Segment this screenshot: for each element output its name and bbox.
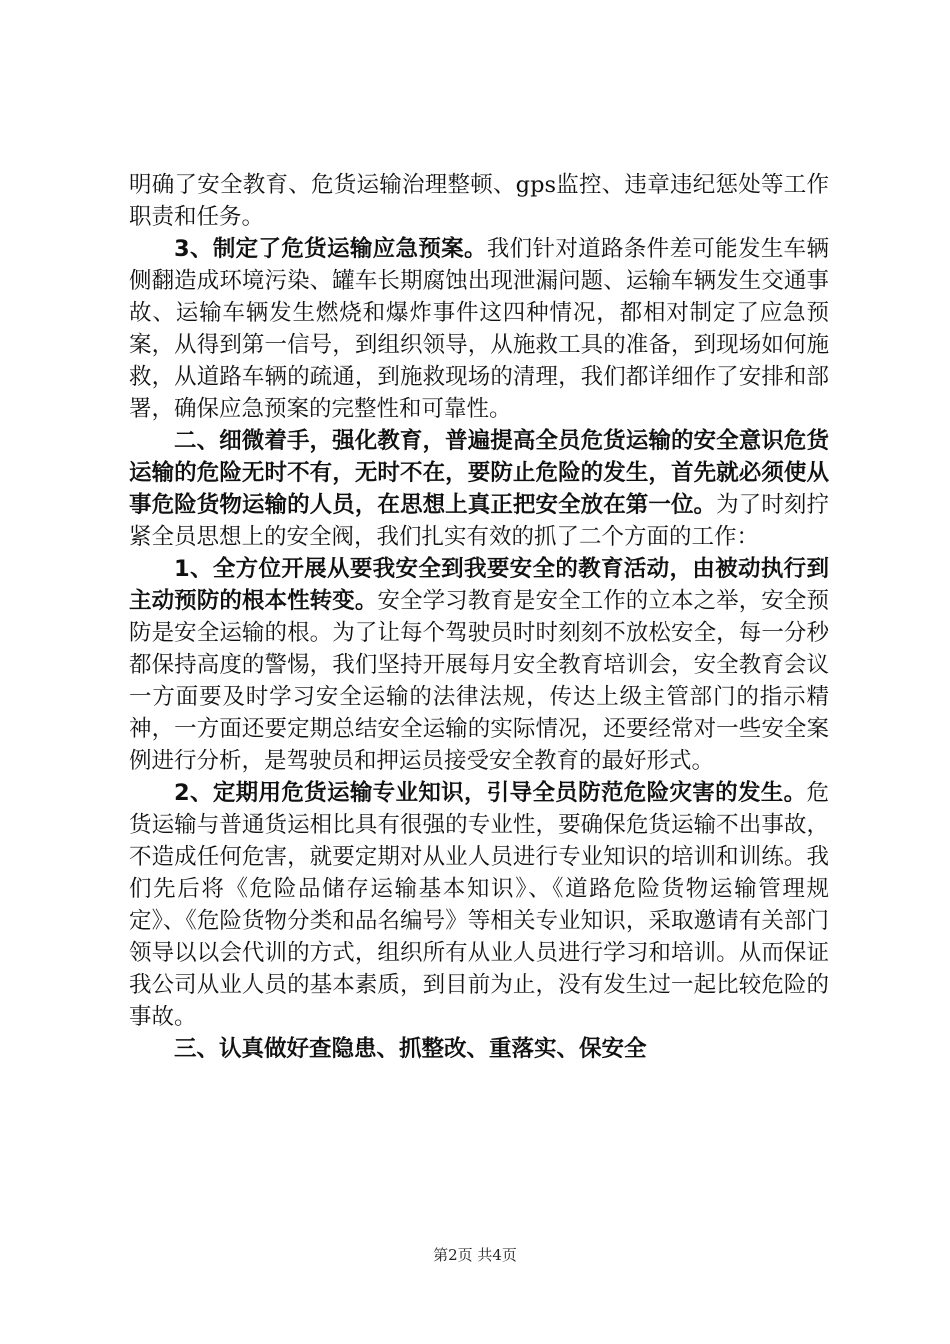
paragraph-heading: 2、定期用危货运输专业知识，引导全员防范危险灾害的发生。 <box>174 780 807 806</box>
paragraph-heading: 1、全方位开展从要我安全到我要安全的教育活动，由被动执行到主动预防的根本性转变。 <box>129 556 829 614</box>
document-body <box>129 169 829 1065</box>
paragraph-education-activity <box>129 553 829 777</box>
paragraph-section-three <box>129 1033 829 1065</box>
section-heading: 三、认真做好查隐患、抓整改、重落实、保安全 <box>174 1036 647 1062</box>
paragraph-text: 为了时刻拧紧全员思想上的安全阀，我们扎实有效的抓了二个方面的工作： <box>129 492 829 550</box>
page-number-footer: 第2页 共4页 <box>433 1246 517 1264</box>
paragraph-professional-knowledge <box>129 777 829 1033</box>
paragraph-heading: 3、制定了危货运输应急预案。 <box>174 236 487 262</box>
paragraph-continuation <box>129 169 829 233</box>
section-heading: 二、细微着手，强化教育，普遍提高全员危货运输的安全意识危货运输的危险无时不有，无时不在，要防止危险的发生，首先就必须使从事危险货物运输的人员，在思想上真正把安全放在第一位。 <box>129 428 829 518</box>
paragraph-text: 安全学习教育是安全工作的立本之举，安全预防是安全运输的根。为了让每个驾驶员时时刻刻不放松安全，每一分秒都保持高度的警惕，我们坚持开展每月安全教育培训会，安全教育会议一方面要及时学习安全运输的法律法规，传达上级主管部门的指示精神，一方面还要定期总结安全运输的实际情况，还要经常对一些安全案例进行分析，是驾驶员和押运员接受安全教育的最好形式。 <box>129 588 829 774</box>
paragraph-text: 明确了安全教育、危货运输治理整顿、gps监控、违章违纪惩处等工作职责和任务。 <box>129 172 829 230</box>
paragraph-text: 我们针对道路条件差可能发生车辆侧翻造成环境污染、罐车长期腐蚀出现泄漏问题、运输车辆发生交通事故、运输车辆发生燃烧和爆炸事件这四种情况，都相对制定了应急预案，从得到第一信号，到组织领导，从施救工具的准备，到现场如何施救，从道路车辆的疏通，到施救现场的清理，我们都详细作了安排和部署，确保应急预案的完整性和可靠性。 <box>129 236 829 422</box>
paragraph-emergency-plan <box>129 233 829 425</box>
paragraph-section-two <box>129 425 829 553</box>
paragraph-text: 危货运输与普通货运相比具有很强的专业性，要确保危货运输不出事故，不造成任何危害，就要定期对从业人员进行专业知识的培训和训练。我们先后将《危险品储存运输基本知识》、《道路危险货物运输管理规定》、《危险货物分类和品名编号》等相关专业知识，采取邀请有关部门领导以以会代训的方式，组织所有从业人员进行学习和培训。从而保证我公司从业人员的基本素质，到目前为止，没有发生过一起比较危险的事故。 <box>129 780 829 1030</box>
